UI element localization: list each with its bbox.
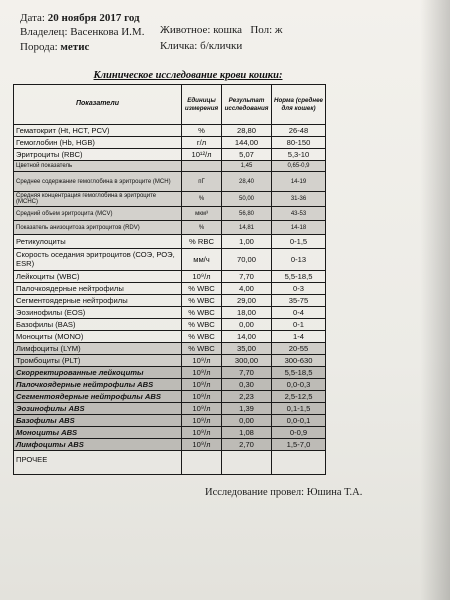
row-result: 28,40 [222, 172, 272, 192]
row-name: Цветной показатель [14, 161, 182, 172]
row-norm: 0-4 [272, 307, 326, 319]
row-norm: 5,5-18,5 [272, 271, 326, 283]
row-norm: 0-3 [272, 283, 326, 295]
table-row [14, 235, 326, 249]
name-label: Кличка: [160, 40, 198, 52]
table-row [14, 439, 326, 451]
row-result: 2,23 [222, 391, 272, 403]
row-unit: % WBC [182, 319, 222, 331]
row-unit: % RBC [182, 235, 222, 249]
row-unit: 10⁹/л [182, 415, 222, 427]
row-result: 0,00 [222, 319, 272, 331]
table-row [14, 137, 326, 149]
row-norm: 1-4 [272, 331, 326, 343]
row-norm: 20-55 [272, 343, 326, 355]
owner-value: Васенкова И.М. [70, 26, 145, 38]
table-row [14, 207, 326, 221]
blood-test-table [13, 84, 326, 475]
table-row [14, 249, 326, 271]
row-name: Лимфоциты (LYM) [14, 343, 182, 355]
row-norm: 14-18 [272, 221, 326, 235]
row-name: Базофилы (BAS) [14, 319, 182, 331]
row-name: Палочкоядерные нейтрофилы [14, 283, 182, 295]
table-row [14, 403, 326, 415]
date-line [20, 12, 140, 24]
row-name: Лимфоциты ABS [14, 439, 182, 451]
row-result: 7,70 [222, 367, 272, 379]
row-norm: 0,0-0,3 [272, 379, 326, 391]
owner-label: Владелец: [20, 26, 68, 38]
row-unit: 10⁹/л [182, 391, 222, 403]
row-result: 300,00 [222, 355, 272, 367]
row-result: 56,80 [222, 207, 272, 221]
row-unit: мкм³ [182, 207, 222, 221]
column-header-indicator: Показатели [14, 85, 182, 125]
row-name: Скорость оседания эритроцитов (СОЭ, РОЭ, ESR) [14, 249, 182, 271]
row-result: 4,00 [222, 283, 272, 295]
table-row [14, 451, 326, 475]
row-name: Показатель анизоцитоза эритроцитов (RDV) [14, 221, 182, 235]
table-row [14, 379, 326, 391]
row-result: 1,39 [222, 403, 272, 415]
date-label: Дата: [20, 12, 45, 24]
row-name: Скорректированные лейкоциты [14, 367, 182, 379]
row-norm: 5,5-18,5 [272, 367, 326, 379]
table-row [14, 271, 326, 283]
row-unit: 10⁹/л [182, 355, 222, 367]
row-norm: 0-0,9 [272, 427, 326, 439]
row-norm: 0,1-1,5 [272, 403, 326, 415]
breed-label: Порода: [20, 41, 58, 53]
breed-value: метис [60, 41, 90, 53]
row-unit: 10¹²/л [182, 149, 222, 161]
table-row [14, 283, 326, 295]
date-value: 20 ноября 2017 год [47, 12, 140, 24]
row-result: 50,00 [222, 192, 272, 207]
document-title: Клиническое исследование крови кошки: [93, 70, 283, 81]
row-norm: 31-36 [272, 192, 326, 207]
name-value: б/клички [200, 40, 243, 52]
table-row [14, 355, 326, 367]
row-norm: 43-53 [272, 207, 326, 221]
animal-label: Животное: [160, 24, 211, 36]
row-unit: % WBC [182, 343, 222, 355]
row-norm: 2,5-12,5 [272, 391, 326, 403]
row-unit: % WBC [182, 331, 222, 343]
row-result: 70,00 [222, 249, 272, 271]
row-name: Палочкоядерные нейтрофилы ABS [14, 379, 182, 391]
table-row [14, 172, 326, 192]
row-unit: % WBC [182, 295, 222, 307]
row-unit: пГ [182, 172, 222, 192]
table-row [14, 331, 326, 343]
table-row [14, 307, 326, 319]
row-name: Сегментоядерные нейтрофилы [14, 295, 182, 307]
row-result: 29,00 [222, 295, 272, 307]
row-name: Эритроциты (RBC) [14, 149, 182, 161]
row-name: Эозинофилы ABS [14, 403, 182, 415]
row-unit: 10⁹/л [182, 271, 222, 283]
table-row [14, 367, 326, 379]
row-unit: % [182, 192, 222, 207]
row-name: Моноциты (MONO) [14, 331, 182, 343]
row-unit: 10⁹/л [182, 379, 222, 391]
row-unit [182, 161, 222, 172]
row-unit: 10⁹/л [182, 439, 222, 451]
row-name: Гематокрит (Ht, HCT, PCV) [14, 125, 182, 137]
table-row [14, 149, 326, 161]
row-norm: 5,3-10 [272, 149, 326, 161]
row-result: 144,00 [222, 137, 272, 149]
table-row [14, 295, 326, 307]
row-unit: % WBC [182, 283, 222, 295]
breed-line [20, 41, 89, 53]
row-result: 0,00 [222, 415, 272, 427]
row-result [222, 451, 272, 475]
row-norm: 14-19 [272, 172, 326, 192]
row-name: Средний объем эритроцита (MCV) [14, 207, 182, 221]
row-norm: 0-1,5 [272, 235, 326, 249]
signature-line: Исследование провел: Юшина Т.А. [205, 487, 363, 498]
row-name: Сегментоядерные нейтрофилы ABS [14, 391, 182, 403]
row-unit: 10⁹/л [182, 367, 222, 379]
row-unit: мм/ч [182, 249, 222, 271]
table-row [14, 415, 326, 427]
animal-line [160, 24, 283, 36]
table-header-row [14, 85, 326, 125]
row-unit [182, 451, 222, 475]
row-result: 2,70 [222, 439, 272, 451]
row-unit: г/л [182, 137, 222, 149]
row-norm [272, 451, 326, 475]
column-header-result: Результат исследования [222, 85, 272, 125]
table-row [14, 391, 326, 403]
row-result: 1,00 [222, 235, 272, 249]
animal-value: кошка [213, 24, 243, 36]
row-result: 0,30 [222, 379, 272, 391]
row-result: 1,08 [222, 427, 272, 439]
sex-value: ж [274, 24, 283, 36]
row-norm: 300-630 [272, 355, 326, 367]
row-unit: % WBC [182, 307, 222, 319]
row-name: Среднее содержание гемоглобина в эритроците (MCH) [14, 172, 182, 192]
owner-line [20, 26, 144, 38]
table-row [14, 427, 326, 439]
row-norm: 0-13 [272, 249, 326, 271]
table-row [14, 221, 326, 235]
column-header-unit: Единицы измерения [182, 85, 222, 125]
row-name: Лейкоциты (WBC) [14, 271, 182, 283]
row-norm: 1,5-7,0 [272, 439, 326, 451]
row-unit: % [182, 221, 222, 235]
row-unit: % [182, 125, 222, 137]
row-norm: 35-75 [272, 295, 326, 307]
row-norm: 0-1 [272, 319, 326, 331]
row-unit: 10⁹/л [182, 403, 222, 415]
table-row [14, 343, 326, 355]
row-result: 5,07 [222, 149, 272, 161]
row-result: 35,00 [222, 343, 272, 355]
sex-label: Пол: [250, 24, 273, 36]
row-result: 28,80 [222, 125, 272, 137]
table-row [14, 161, 326, 172]
row-name: ПРОЧЕЕ [14, 451, 182, 475]
row-name: Тромбоциты (PLT) [14, 355, 182, 367]
row-name: Средняя концентрация гемоглобина в эритроците (MCHC) [14, 192, 182, 207]
row-name: Моноциты ABS [14, 427, 182, 439]
row-result: 14,81 [222, 221, 272, 235]
row-name: Ретикулоциты [14, 235, 182, 249]
row-norm: 0,65-0,9 [272, 161, 326, 172]
row-norm: 80-150 [272, 137, 326, 149]
row-result: 1,45 [222, 161, 272, 172]
row-result: 7,70 [222, 271, 272, 283]
row-unit: 10⁹/л [182, 427, 222, 439]
row-norm: 26-48 [272, 125, 326, 137]
table-row [14, 125, 326, 137]
row-norm: 0,0-0,1 [272, 415, 326, 427]
row-name: Базофилы ABS [14, 415, 182, 427]
row-name: Эозинофилы (EOS) [14, 307, 182, 319]
row-result: 14,00 [222, 331, 272, 343]
row-result: 18,00 [222, 307, 272, 319]
table-row [14, 192, 326, 207]
row-name: Гемоглобин (Hb, HGB) [14, 137, 182, 149]
table-row [14, 319, 326, 331]
page-shadow [420, 0, 450, 600]
name-line [160, 40, 242, 52]
column-header-norm: Норма (среднее для кошек) [272, 85, 326, 125]
